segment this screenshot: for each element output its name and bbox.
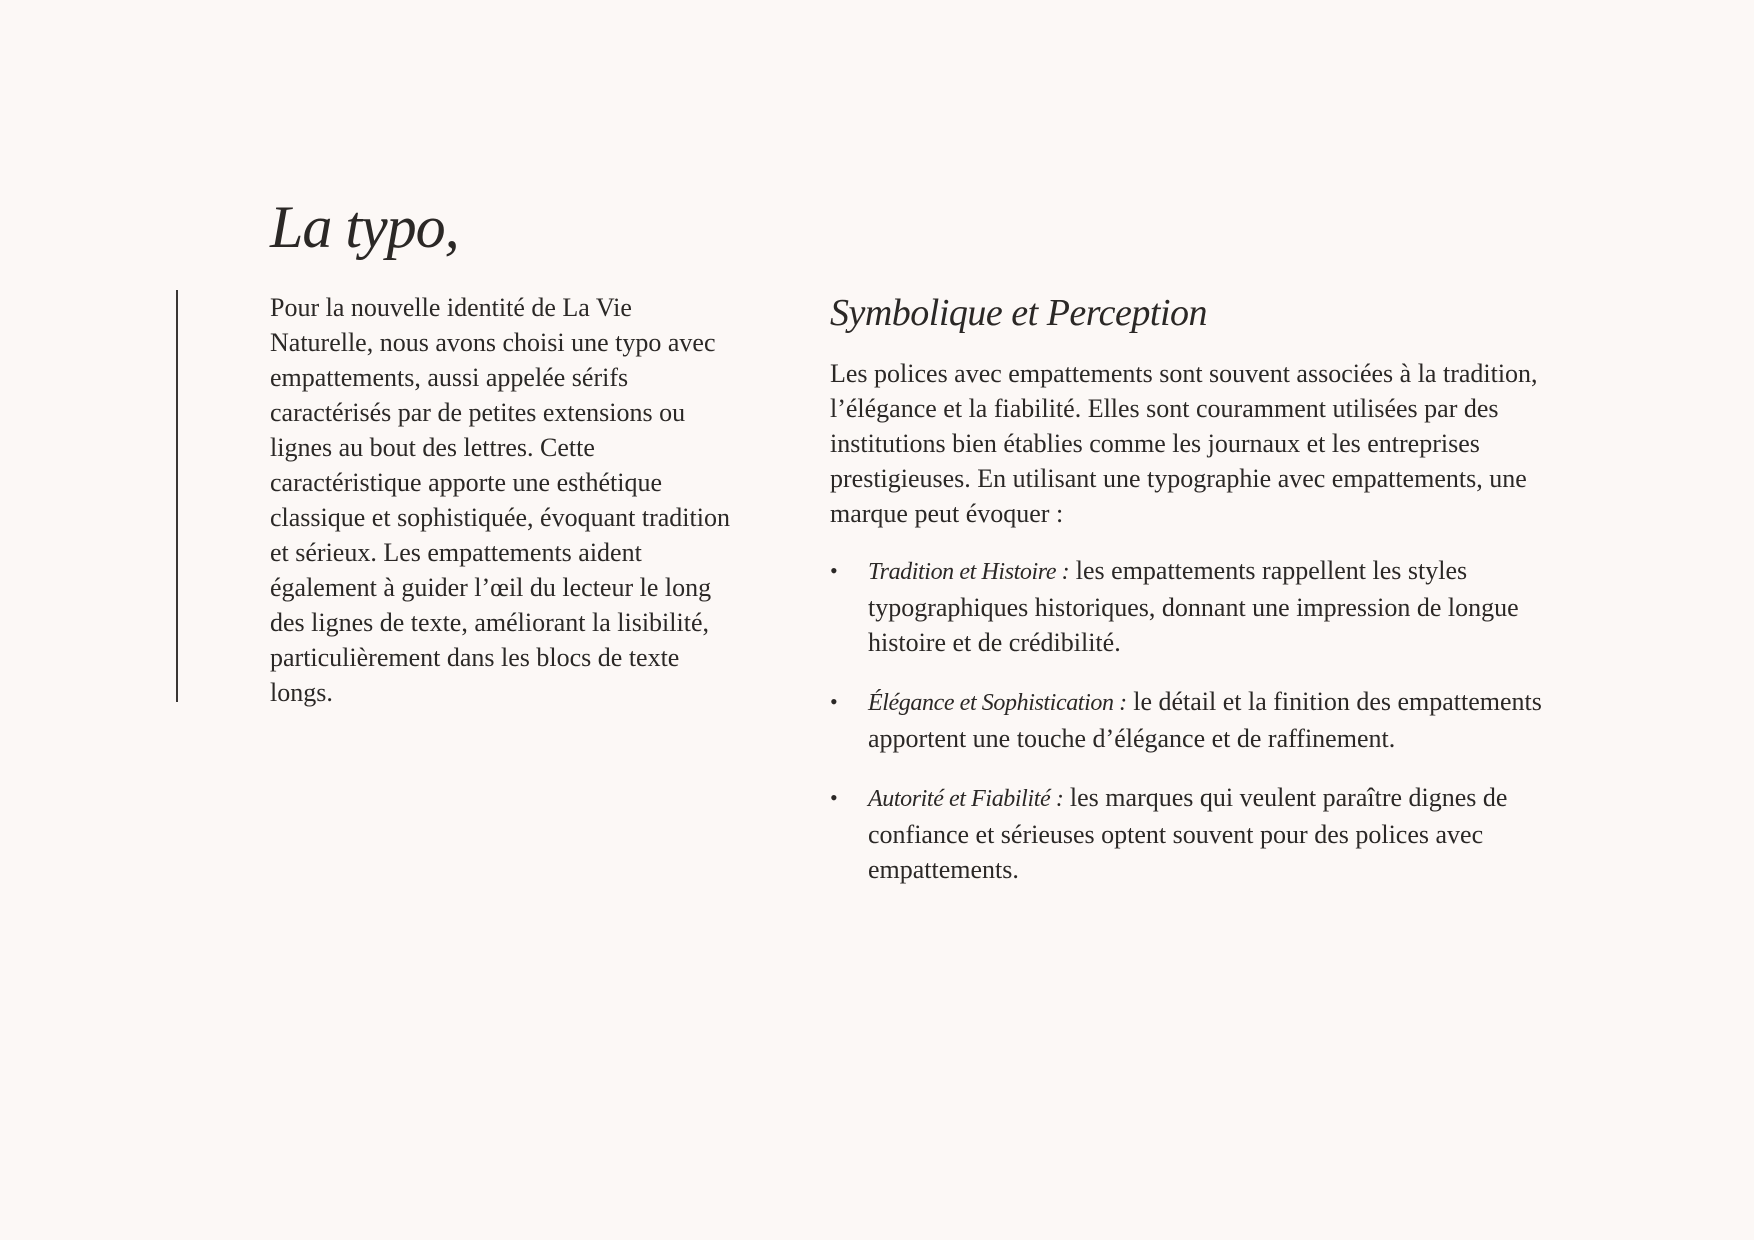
- bullet-icon: •: [830, 558, 838, 583]
- bullet-term: Autorité et Fiabilité :: [868, 786, 1064, 812]
- section-paragraph: Les polices avec empattements sont souvent associées à la tradition, l’élégance et la fiabilité. Elles sont couramment utilisées par des institutions bien établies comme les journaux et les entreprises prestigieuses. En utilisant une typographie avec empattements, une marque peut évoquer :: [830, 359, 1538, 528]
- bullet-text: les empattements rappellent les styles typographiques historiques, donnant une impression de longue histoire et de crédibilité.: [868, 556, 1519, 657]
- list-item: [830, 553, 1600, 660]
- list-item: [830, 780, 1600, 887]
- section-heading: Symbolique et Perception: [830, 292, 1208, 334]
- bullet-list: [830, 553, 1600, 887]
- bullet-icon: •: [830, 689, 838, 714]
- bullet-term: Élégance et Sophistication :: [868, 690, 1127, 716]
- bullet-term: Tradition et Histoire :: [868, 559, 1070, 585]
- page-title: La typo,: [270, 194, 459, 260]
- list-item: [830, 684, 1600, 756]
- symbolism-section: [830, 288, 1600, 911]
- intro-paragraph: Pour la nouvelle identité de La Vie Naturelle, nous avons choisi une typo avec empattements, aussi appelée sérifs caractérisés par de petites extensions ou lignes au bout des lettres. Cette caractéristique apporte une esthétique classique et sophistiquée, évoquant tradition et sérieux. Les empattements aident également à guider l’œil du lecteur le long des lignes de texte, améliorant la lisibilité, particulièrement dans les blocs de texte longs.: [270, 293, 730, 707]
- vertical-divider: [176, 290, 178, 702]
- bullet-text: les marques qui veulent paraître dignes de confiance et sérieuses optent souvent pour des polices avec empattements.: [868, 783, 1508, 884]
- bullet-icon: •: [830, 785, 838, 810]
- bullet-text: le détail et la finition des empattements apportent une touche d’élégance et de raffinement.: [868, 687, 1542, 753]
